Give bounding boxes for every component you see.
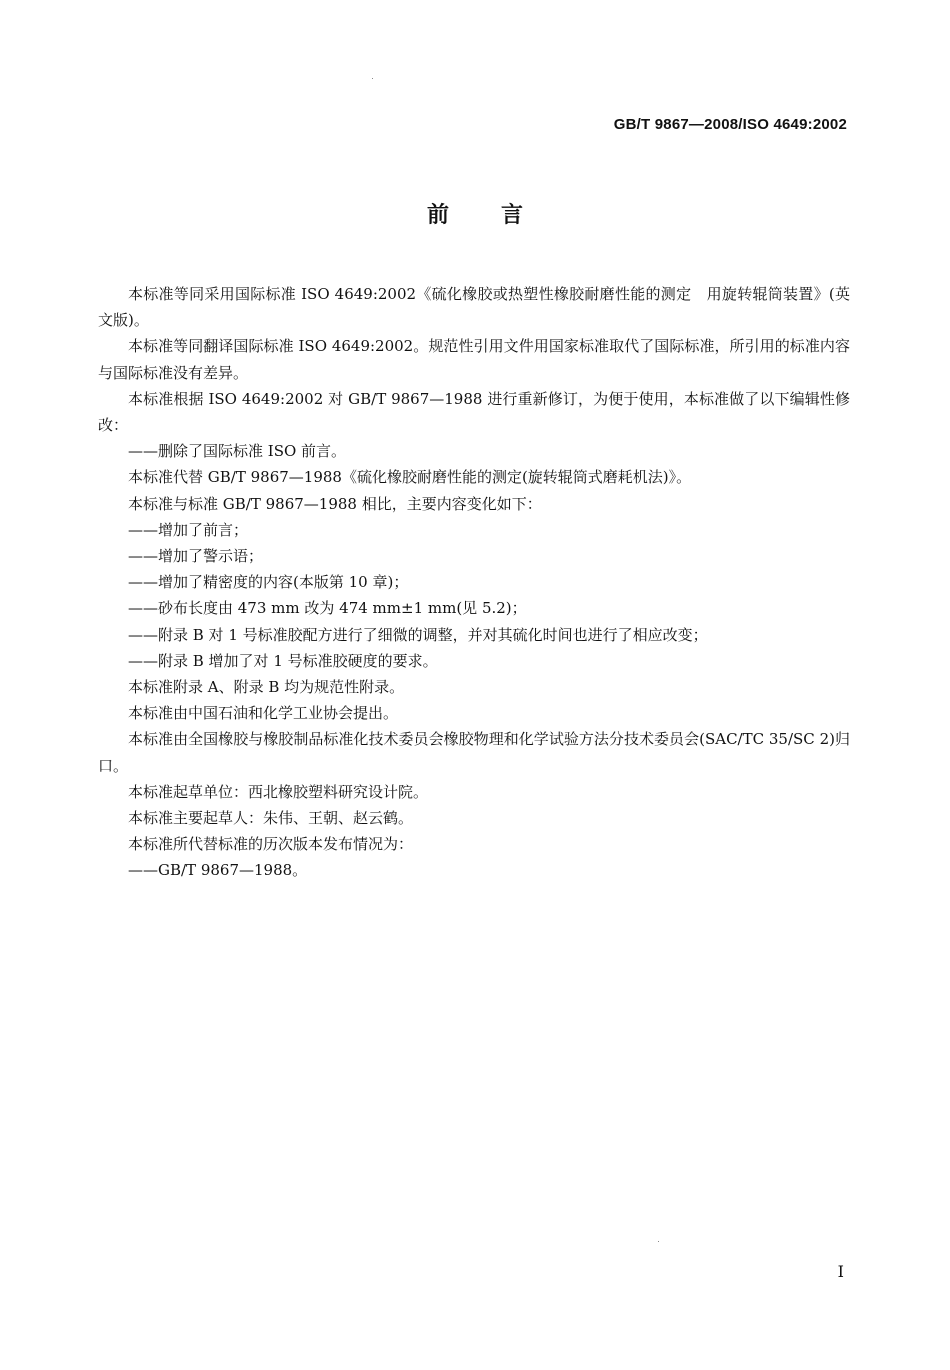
page-title: 前言 (426, 203, 575, 228)
paragraph-annexes: 本标准附录 A、附录 B 均为规范性附录。 (128, 678, 405, 697)
paragraph-proposer: 本标准由中国石油和化学工业协会提出。 (128, 704, 399, 723)
list-item-editorial-change: ——删除了国际标准 ISO 前言。 (128, 442, 347, 461)
page-number: I (837, 1262, 844, 1281)
paragraph-drafting-unit: 本标准起草单位：西北橡胶塑料研究设计院。 (128, 782, 429, 801)
paragraph-history-intro: 本标准所代替标准的历次版本发布情况为： (128, 835, 414, 854)
paragraph-replaces: 本标准代替 GB/T 9867—1988《硫化橡胶耐磨性能的测定(旋转辊筒式磨耗机法)》。 (128, 468, 692, 487)
paragraph-committee: 本标准由全国橡胶与橡胶制品标准化技术委员会橡胶物理和化学试验方法分技术委员会(SAC/TC 35/SC 2)归口。 (98, 730, 850, 775)
document-code: GB/T 9867—2008/ISO 4649:2002 (613, 116, 847, 133)
list-item-change: ——增加了前言； (128, 520, 249, 539)
paragraph-translation: 本标准等同翻译国际标准 ISO 4649:2002。规范性引用文件用国家标准取代了国际标准，所引用的标准内容与国际标准没有差异。 (98, 337, 850, 382)
foreword-body (98, 281, 850, 884)
paragraph-adoption: 本标准等同采用国际标准 ISO 4649:2002《硫化橡胶或热塑性橡胶耐磨性能的测定 用旋转辊筒装置》(英文版)。 (98, 285, 850, 330)
list-item-change: ——增加了警示语； (128, 547, 264, 566)
scan-speck (372, 78, 373, 79)
paragraph-changes-intro: 本标准与标准 GB/T 9867—1988 相比，主要内容变化如下： (128, 494, 542, 513)
list-item-change: ——砂布长度由 473 mm 改为 474 mm±1 mm(见 5.2)； (128, 599, 527, 618)
list-item-change: ——附录 B 对 1 号标准胶配方进行了细微的调整，并对其硫化时间也进行了相应改变； (128, 625, 708, 644)
scan-speck (658, 1241, 659, 1242)
list-item-change: ——附录 B 增加了对 1 号标准胶硬度的要求。 (128, 651, 438, 670)
paragraph-drafters: 本标准主要起草人：朱伟、王朝、赵云鹤。 (128, 809, 414, 828)
list-item-history: ——GB/T 9867—1988。 (128, 861, 308, 880)
list-item-change: ——增加了精密度的内容(本版第 10 章)； (128, 573, 409, 592)
paragraph-revision: 本标准根据 ISO 4649:2002 对 GB/T 9867—1988 进行重新修订，为便于使用，本标准做了以下编辑性修改： (98, 389, 850, 435)
